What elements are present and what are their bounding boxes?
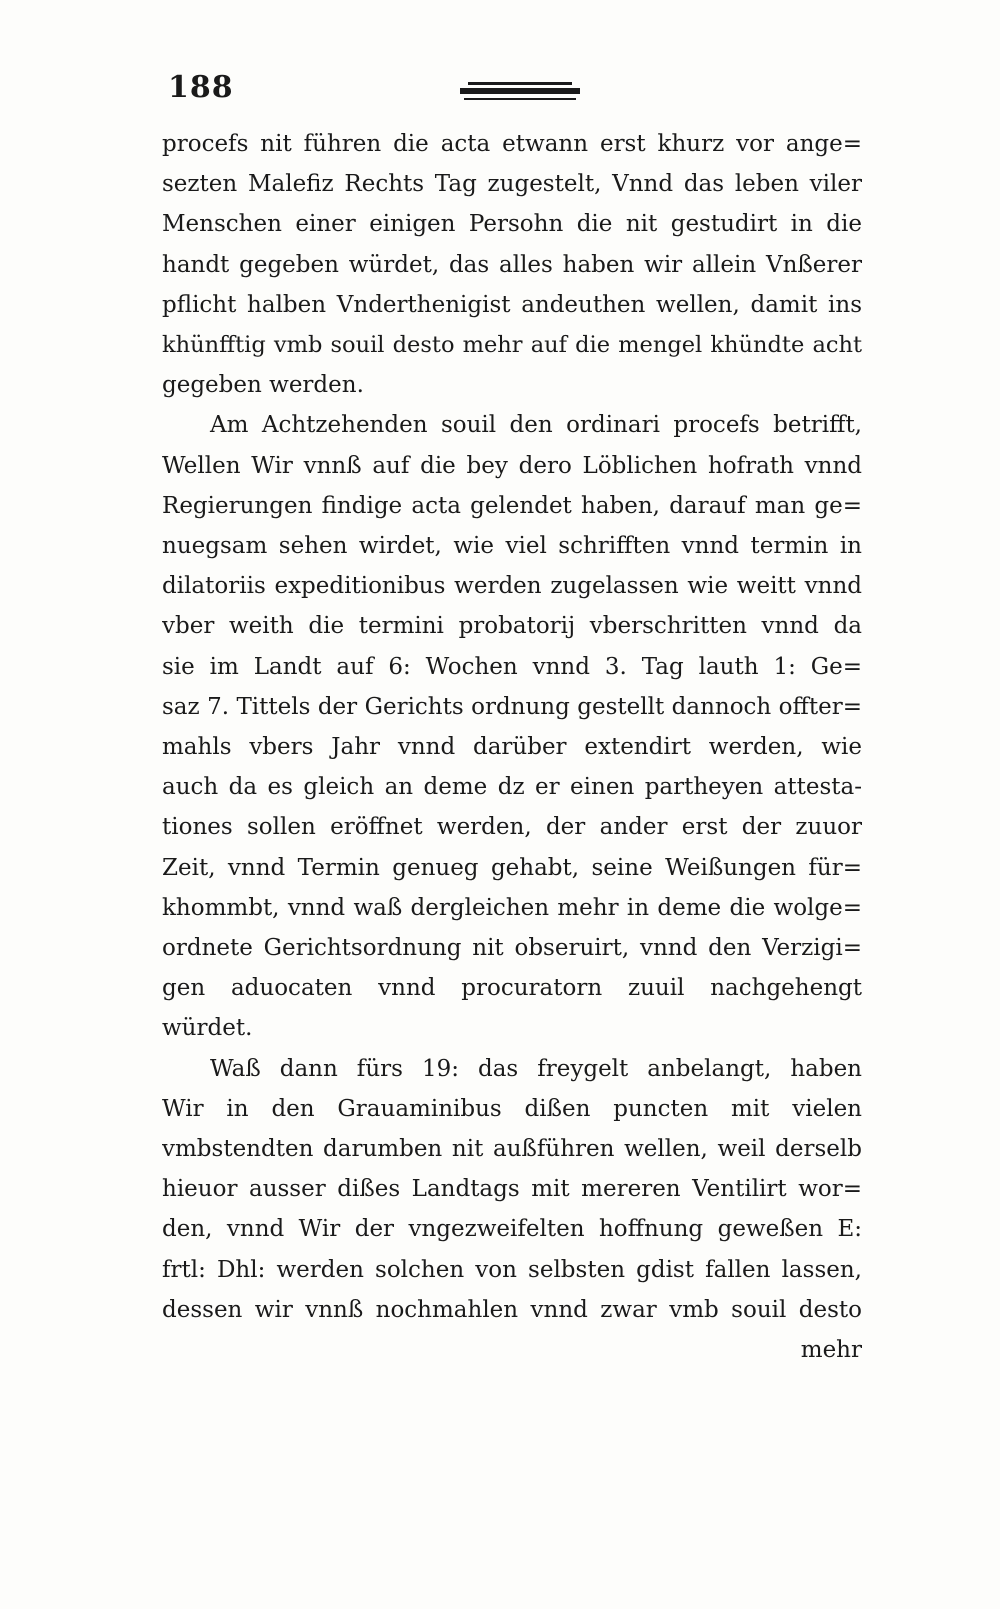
text-line: Menschen einer einigen Persohn die nit gestudirt in die [162,211,862,238]
text-line: khommbt, vnnd waß dergleichen mehr in deme die wolge= [162,894,862,921]
text-line: sezten Malefiz Rechts Tag zugestelt, Vnnd das leben viler [162,171,862,198]
text-line: hieuor ausser dißes Landtags mit mereren Ventilirt wor= [162,1176,862,1203]
page-header [168,70,858,110]
text-line: Zeit, vnnd Termin genueg gehabt, seine Weißungen für= [162,854,862,881]
text-line: Wir in den Grauaminibus dißen puncten mit vielen [162,1095,862,1122]
text-line: Waß dann fürs 19: das freygelt anbelangt, haben [210,1055,862,1082]
body-text [162,124,862,1370]
text-line: Am Achtzehenden souil den ordinari procefs betrifft, [210,412,862,439]
header-ornament-rule [460,82,580,104]
text-line: saz 7. Tittels der Gerichts ordnung gestellt dannoch offter= [162,693,862,720]
text-line: nuegsam sehen wirdet, wie viel schrifften vnnd termin in [162,533,862,560]
text-line: vber weith die termini probatorij vberschritten vnnd da [162,613,862,640]
text-line: auch da es gleich an deme dz er einen partheyen attesta- [162,774,862,801]
catchword: mehr [800,1337,862,1364]
text-line: khünfftig vmb souil desto mehr auf die mengel khündte acht [162,332,862,359]
text-line: Wellen Wir vnnß auf die bey dero Löblichen hofrath vnnd [162,452,862,479]
text-line: ordnete Gerichtsordnung nit obseruirt, vnnd den Verzigi= [162,935,862,962]
text-line: gegeben werden. [162,372,364,399]
text-line: sie im Landt auf 6: Wochen vnnd 3. Tag lauth 1: Ge= [162,653,862,680]
text-line: vmbstendten darumben nit außführen wellen, weil derselb [162,1136,862,1163]
paragraph-2 [162,405,862,1048]
text-line: würdet. [162,1015,253,1042]
text-line: den, vnnd Wir der vngezweifelten hoffnung geweßen E: [162,1216,862,1243]
page-number: 188 [168,70,234,105]
text-line: frtl: Dhl: werden solchen von selbsten gdist fallen lassen, [162,1256,862,1283]
text-line: dilatoriis expeditionibus werden zugelassen wie weitt vnnd [162,573,862,600]
paragraph-1 [162,124,862,405]
text-line: dessen wir vnnß nochmahlen vnnd zwar vmb souil desto [162,1296,862,1323]
text-line: tiones sollen eröffnet werden, der ander erst der zuuor [162,814,862,841]
text-line: handt gegeben würdet, das alles haben wir allein Vnßerer [162,251,862,278]
text-line: Regierungen findige acta gelendet haben, darauf man ge= [162,492,862,519]
text-line: mahls vbers Jahr vnnd darüber extendirt werden, wie [162,734,862,761]
text-line: pflicht halben Vnderthenigist andeuthen wellen, damit ins [162,291,862,318]
text-line: procefs nit führen die acta etwann erst khurz vor ange= [162,131,862,157]
paragraph-3 [162,1049,862,1330]
text-line: gen aduocaten vnnd procuratorn zuuil nachgehengt [162,975,862,1002]
